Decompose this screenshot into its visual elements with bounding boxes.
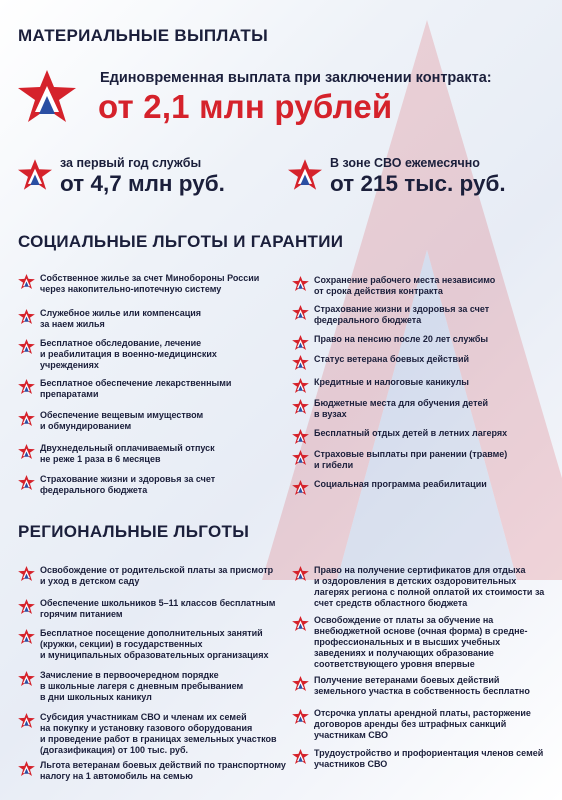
benefit-text: Кредитные и налоговые каникулы (314, 377, 469, 387)
benefit-text: Обеспечение школьников 5–11 классов бесплатным горячим питанием (40, 598, 276, 619)
benefit-text: Бесплатное обеспечение лекарственными препаратами (40, 378, 232, 399)
benefit-text: Бесплатное посещение дополнительных занятий (кружки, секции) в государственных и муниципальных образовательных организациях (40, 628, 269, 660)
benefit-text: Бесплатный отдых детей в летних лагерях (314, 428, 508, 438)
benefit-text: Право на пенсию после 20 лет службы (314, 334, 489, 344)
benefit-text: Субсидия участникам СВО и членам их семей на покупку и установку газового оборудования и проведение работ в границах земельных участков (догазификация) от 100 тыс. руб. (40, 712, 277, 755)
star-bullet-icon (18, 671, 35, 686)
benefit-text: Собственное жилье за счет Минобороны России через накопительно-ипотечную систему (40, 273, 260, 294)
star-bullet-icon (18, 761, 35, 776)
star-bullet-icon (18, 713, 35, 728)
benefit-text: Страхование жизни и здоровья за счет федерального бюджета (40, 474, 216, 495)
section-title-regional: РЕГИОНАЛЬНЫЕ ЛЬГОТЫ (18, 522, 250, 541)
benefit-text: Отсрочка уплаты арендной платы, расторжение договоров аренды без штрафных санкций участникам СВО (314, 708, 531, 740)
star-bullet-icon (18, 599, 35, 614)
star-bullet-icon (18, 566, 35, 581)
benefit-text: Страховые выплаты при ранении (травме) и гибели (314, 449, 508, 470)
benefit-text: Бесплатное обследование, лечение и реабилитация в военно-медицинских учреждениях (40, 338, 217, 370)
star-bullet-icon (292, 616, 309, 631)
regional-benefits-right (292, 0, 557, 800)
benefit-text: Социальная программа реабилитации (314, 479, 487, 489)
benefit-text: Право на получение сертификатов для отдыха и оздоровления в детских оздоровительных лагерях региона с полной оплатой их стоимости за счет средств областного бюджета (314, 565, 545, 608)
benefit-text: Освобождение от платы за обучение на внебюджетной основе (очная форма) в средне- профессиональных и в высших учебных заведениях и получающих образование соответствующего уровня впервые (314, 615, 528, 669)
hero-amount: от 2,1 млн рублей (98, 88, 393, 125)
benefit-text: Зачисление в первоочередном порядке в школьные лагеря с дневным пребыванием в дни школьных каникул (40, 670, 244, 702)
benefit-text: Бюджетные места для обучения детей в вузах (314, 398, 489, 419)
benefit-text: Получение ветеранами боевых действий земельного участка в собственность бесплатно (314, 675, 530, 696)
benefit-text: Трудоустройство и профориентация членов семей участников СВО (314, 748, 544, 769)
regional-benefits-left (18, 0, 293, 800)
stat-caption: за первый год службы (60, 156, 202, 170)
benefit-text: Страхование жизни и здоровья за счет федерального бюджета (314, 304, 490, 325)
benefit-text: Служебное жилье или компенсация за наем жилья (40, 308, 202, 329)
star-bullet-icon (292, 676, 309, 691)
stat-amount: от 4,7 млн руб. (60, 171, 225, 196)
hero-caption: Единовременная выплата при заключении контракта: (100, 70, 492, 86)
star-bullet-icon (292, 709, 309, 724)
benefit-text: Освобождение от родительской платы за присмотр и уход в детском саду (40, 565, 274, 586)
section-title-material: МАТЕРИАЛЬНЫЕ ВЫПЛАТЫ (18, 26, 269, 45)
benefit-text: Двухнедельный оплачиваемый отпуск не реже 1 раза в 6 месяцев (40, 443, 215, 464)
benefit-text: Льгота ветеранам боевых действий по транспортному налогу на 1 автомобиль на семью (40, 760, 286, 781)
section-title-social: СОЦИАЛЬНЫЕ ЛЬГОТЫ И ГАРАНТИИ (18, 232, 344, 251)
star-bullet-icon (292, 749, 309, 764)
star-bullet-icon (18, 629, 35, 644)
stat-caption: В зоне СВО ежемесячно (330, 156, 480, 170)
star-bullet-icon (292, 566, 309, 581)
benefit-text: Статус ветерана боевых действий (314, 354, 470, 364)
stat-amount: от 215 тыс. руб. (330, 171, 506, 196)
benefit-text: Обеспечение вещевым имуществом и обмундированием (40, 410, 204, 431)
benefit-text: Сохранение рабочего места независимо от срока действия контракта (314, 275, 496, 296)
